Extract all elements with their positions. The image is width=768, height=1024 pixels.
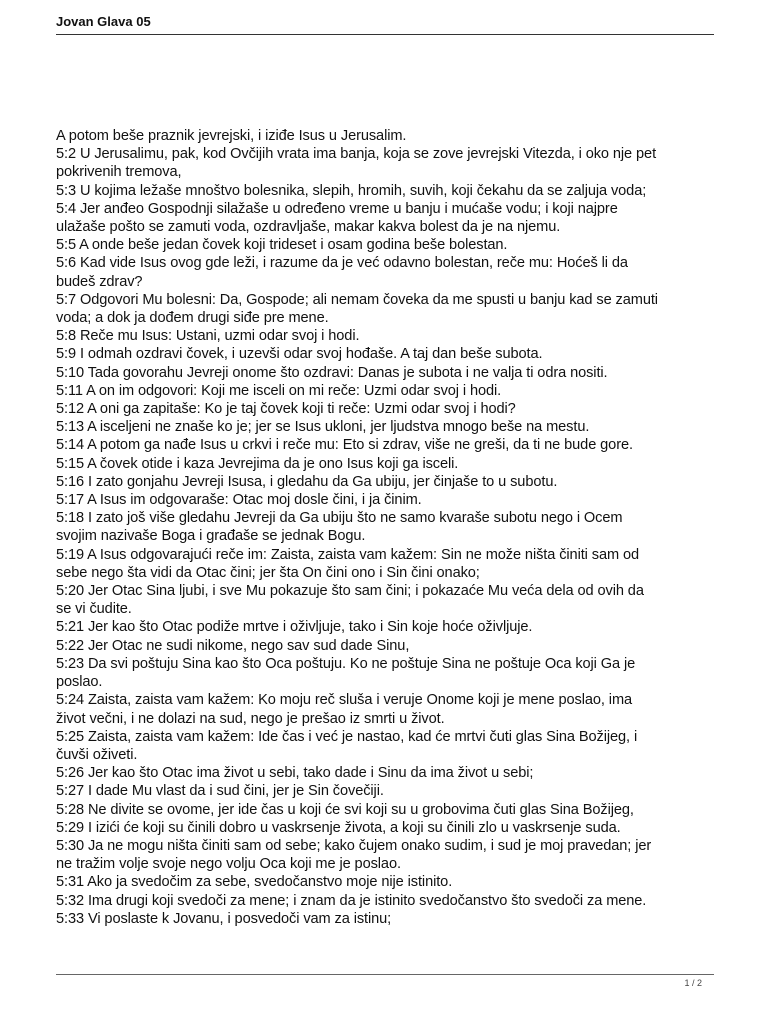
text-line: se vi čudite. <box>56 601 132 618</box>
chapter-text <box>56 127 716 928</box>
text-line: 5:9 I odmah ozdravi čovek, i uzevši odar svoj hođaše. A taj dan beše subota. <box>56 346 543 363</box>
page-number: 1 / 2 <box>684 978 702 988</box>
text-line: 5:16 I zato gonjahu Jevreji Isusa, i gledahu da Ga ubiju, jer činjaše to u subotu. <box>56 473 558 490</box>
text-line: 5:30 Ja ne mogu ništa činiti sam od sebe; kako čujem onako sudim, i sud je moj pravedan; jer <box>56 837 652 854</box>
document-title: Jovan Glava 05 <box>56 14 151 29</box>
text-line: 5:10 Tada govorahu Jevreji onome što ozdravi: Danas je subota i ne valja ti odra nositi. <box>56 364 608 381</box>
text-line: 5:31 Ako ja svedočim za sebe, svedočanstvo moje nije istinito. <box>56 874 453 891</box>
text-line: 5:27 I dade Mu vlast da i sud čini, jer je Sin čovečiji. <box>56 783 384 800</box>
text-line: 5:25 Zaista, zaista vam kažem: Ide čas i već je nastao, kad će mrtvi čuti glas Sina Božijeg, i <box>56 728 638 745</box>
text-line: život večni, i ne dolazi na sud, nego je prešao iz smrti u život. <box>56 710 445 727</box>
text-line: 5:5 A onde beše jedan čovek koji trideset i osam godina beše bolestan. <box>56 237 508 254</box>
text-line: čuvši oživeti. <box>56 746 138 763</box>
text-line: 5:15 A čovek otide i kaza Jevrejima da je ono Isus koji ga isceli. <box>56 455 459 472</box>
text-line: pokrivenih tremova, <box>56 164 182 181</box>
text-line: 5:32 Ima drugi koji svedoči za mene; i znam da je istinito svedočanstvo što svedoči za mene. <box>56 892 647 909</box>
text-line: budeš zdrav? <box>56 273 143 290</box>
text-line: 5:19 A Isus odgovarajući reče im: Zaista, zaista vam kažem: Sin ne može ništa činiti sam od <box>56 546 640 563</box>
text-line: 5:8 Reče mu Isus: Ustani, uzmi odar svoj i hodi. <box>56 328 360 345</box>
text-line: 5:29 I izići će koji su činili dobro u vaskrsenje života, a koji su činili zlo u vaskrsenje suda. <box>56 819 621 836</box>
text-line: 5:33 Vi poslaste k Jovanu, i posvedoči vam za istinu; <box>56 910 392 927</box>
text-line: 5:22 Jer Otac ne sudi nikome, nego sav sud dade Sinu, <box>56 637 410 654</box>
text-line: svojim nazivaše Boga i građaše se jednak Bogu. <box>56 528 366 545</box>
text-line: poslao. <box>56 674 103 691</box>
text-line: A potom beše praznik jevrejski, i iziđe Isus u Jerusalim. <box>56 128 407 144</box>
text-line: 5:4 Jer anđeo Gospodnji silažaše u određeno vreme u banju i mućaše vodu; i koji najpre <box>56 200 618 217</box>
text-line: 5:23 Da svi poštuju Sina kao što Oca poštuju. Ko ne poštuje Sina ne poštuje Oca koji Ga je <box>56 655 636 672</box>
text-line: ulažaše pošto se zamuti voda, ozdravljaše, makar kakva bolest da je na njemu. <box>56 219 561 236</box>
text-line: 5:21 Jer kao što Otac podiže mrtve i oživljuje, tako i Sin koje hoće oživljuje. <box>56 619 533 636</box>
text-line: 5:17 A Isus im odgovaraše: Otac moj dosle čini, i ja činim. <box>56 492 422 509</box>
text-line: 5:20 Jer Otac Sina ljubi, i sve Mu pokazuje što sam čini; i pokazaće Mu veća dela od ovih da <box>56 583 644 600</box>
text-line: 5:3 U kojima ležaše mnoštvo bolesnika, slepih, hromih, suvih, koji čekahu da se zaljuja voda; <box>56 182 647 199</box>
text-line: voda; a dok ja dođem drugi siđe pre mene. <box>56 310 329 327</box>
text-line: sebe nego šta vidi da Otac čini; jer šta On čini ono i Sin čini onako; <box>56 564 480 581</box>
text-line: 5:13 A isceljeni ne znaše ko je; jer se Isus ukloni, jer ljudstva mnogo beše na mestu. <box>56 419 590 436</box>
text-line: 5:26 Jer kao što Otac ima život u sebi, tako dade i Sinu da ima život u sebi; <box>56 765 534 782</box>
text-line: 5:18 I zato još više gledahu Jevreji da Ga ubiju što ne samo kvaraše subotu nego i Ocem <box>56 510 623 527</box>
text-line: 5:6 Kad vide Isus ovog gde leži, i razume da je već odavno bolestan, reče mu: Hoćeš li da <box>56 255 628 272</box>
text-line: 5:2 U Jerusalimu, pak, kod Ovčijih vrata ima banja, koja se zove jevrejski Vitezda, i oko nje pet <box>56 146 657 163</box>
footer-divider <box>56 974 714 975</box>
text-line: 5:24 Zaista, zaista vam kažem: Ko moju reč sluša i veruje Onome koji je mene poslao, ima <box>56 692 633 709</box>
text-line: 5:11 A on im odgovori: Koji me isceli on mi reče: Uzmi odar svoj i hodi. <box>56 382 502 399</box>
header-divider <box>56 34 714 35</box>
text-line: 5:28 Ne divite se ovome, jer ide čas u koji će svi koji su u grobovima čuti glas Sina Božijeg, <box>56 801 634 818</box>
text-line: 5:14 A potom ga nađe Isus u crkvi i reče mu: Eto si zdrav, više ne greši, da ti ne bude gore. <box>56 437 633 454</box>
text-line: 5:7 Odgovori Mu bolesni: Da, Gospode; ali nemam čoveka da me spusti u banju kad se zamuti <box>56 291 658 308</box>
text-line: 5:12 A oni ga zapitaše: Ko je taj čovek koji ti reče: Uzmi odar svoj i hodi? <box>56 401 516 418</box>
text-line: ne tražim volje svoje nego volju Oca koji me je poslao. <box>56 856 401 873</box>
